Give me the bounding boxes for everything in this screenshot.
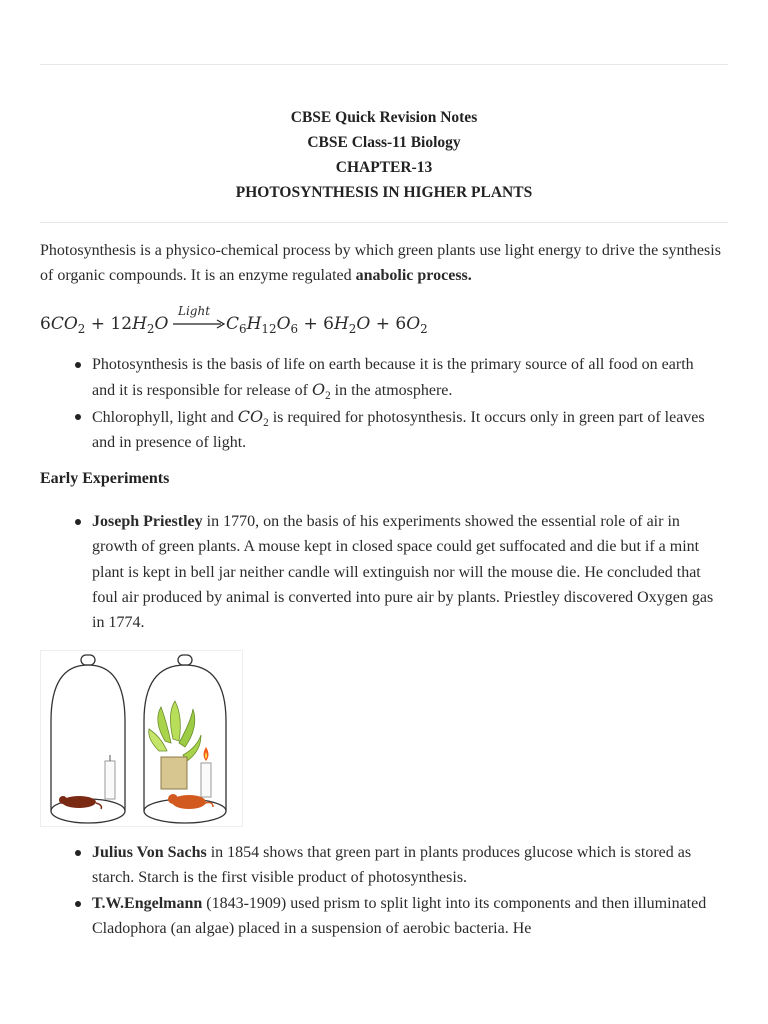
header-line-chapter: CHAPTER-13 — [335, 159, 433, 176]
header-line-class: CBSE Class-11 Biology — [307, 134, 461, 151]
experiments-list-continued — [40, 840, 720, 941]
intro-paragraph — [40, 238, 730, 288]
header-line-series: CBSE Quick Revision Notes — [290, 109, 478, 126]
experiments-list — [40, 509, 720, 635]
candle-extinguished-icon — [105, 761, 115, 799]
list-item: Julius Von Sachs in 1854 shows that green part in plants produces glucose which is stored as starch. Starch is the first visible product of photosynthesis. — [40, 840, 720, 891]
top-divider — [40, 64, 728, 65]
intro-text: Photosynthesis is a physico-chemical process by which green plants use light energy to drive the synthesis of organic compounds. It is an enzyme regulated — [40, 242, 721, 284]
reaction-arrow-icon — [173, 318, 225, 330]
mint-plant-icon — [149, 701, 201, 789]
photosynthesis-points — [40, 352, 720, 455]
priestley-bell-jar-illustration — [40, 650, 243, 827]
scientist-name: Joseph Priestley — [92, 513, 203, 530]
list-item: Joseph Priestley in 1770, on the basis of his experiments showed the essential role of air in growth of green plants. A mouse kept in closed space could get suffocated and die but if a mint plant is kept in bell jar neither candle will extinguish nor will the mouse die. He concluded that foul air produced by animal is converted into pure air by plants. Priestley discovered Oxygen gas in 1774. — [40, 509, 720, 635]
scientist-name: Julius Von Sachs — [92, 844, 207, 861]
candle-lit-icon — [201, 763, 211, 797]
equation-products: $C_6H_{12}O_6 + 6H_2O + 6O_2$ — [226, 314, 428, 336]
list-item: Chlorophyll, light and $CO_2$ is required for photosynthesis. It occurs only in green part of leaves and in presence of light. — [40, 404, 720, 456]
mouse-icon — [62, 796, 96, 808]
header-divider — [40, 222, 728, 223]
intro-bold-term: anabolic process. — [355, 267, 472, 284]
document-header — [0, 105, 768, 205]
list-item: Photosynthesis is the basis of life on earth because it is the primary source of all food on earth and it is responsible for release of $O_2$ in the atmosphere. — [40, 352, 720, 404]
header-line-title: PHOTOSYNTHESIS IN HIGHER PLANTS — [235, 184, 533, 201]
scientist-name: T.W.Engelmann — [92, 894, 203, 912]
equation-reactants: $6CO_2 + 12H_2O$ — [40, 314, 169, 336]
photosynthesis-equation — [40, 304, 460, 342]
bell-jar-experiment-image — [41, 651, 242, 826]
list-item: T.W.Engelmann (1843-1909) used prism to split light into its components and then illuminated Cladophora (an algae) placed in a suspension of aerobic bacteria. He — [40, 891, 720, 942]
equation-arrow-label: Light — [178, 304, 211, 318]
section-heading: Early Experiments — [40, 470, 170, 487]
